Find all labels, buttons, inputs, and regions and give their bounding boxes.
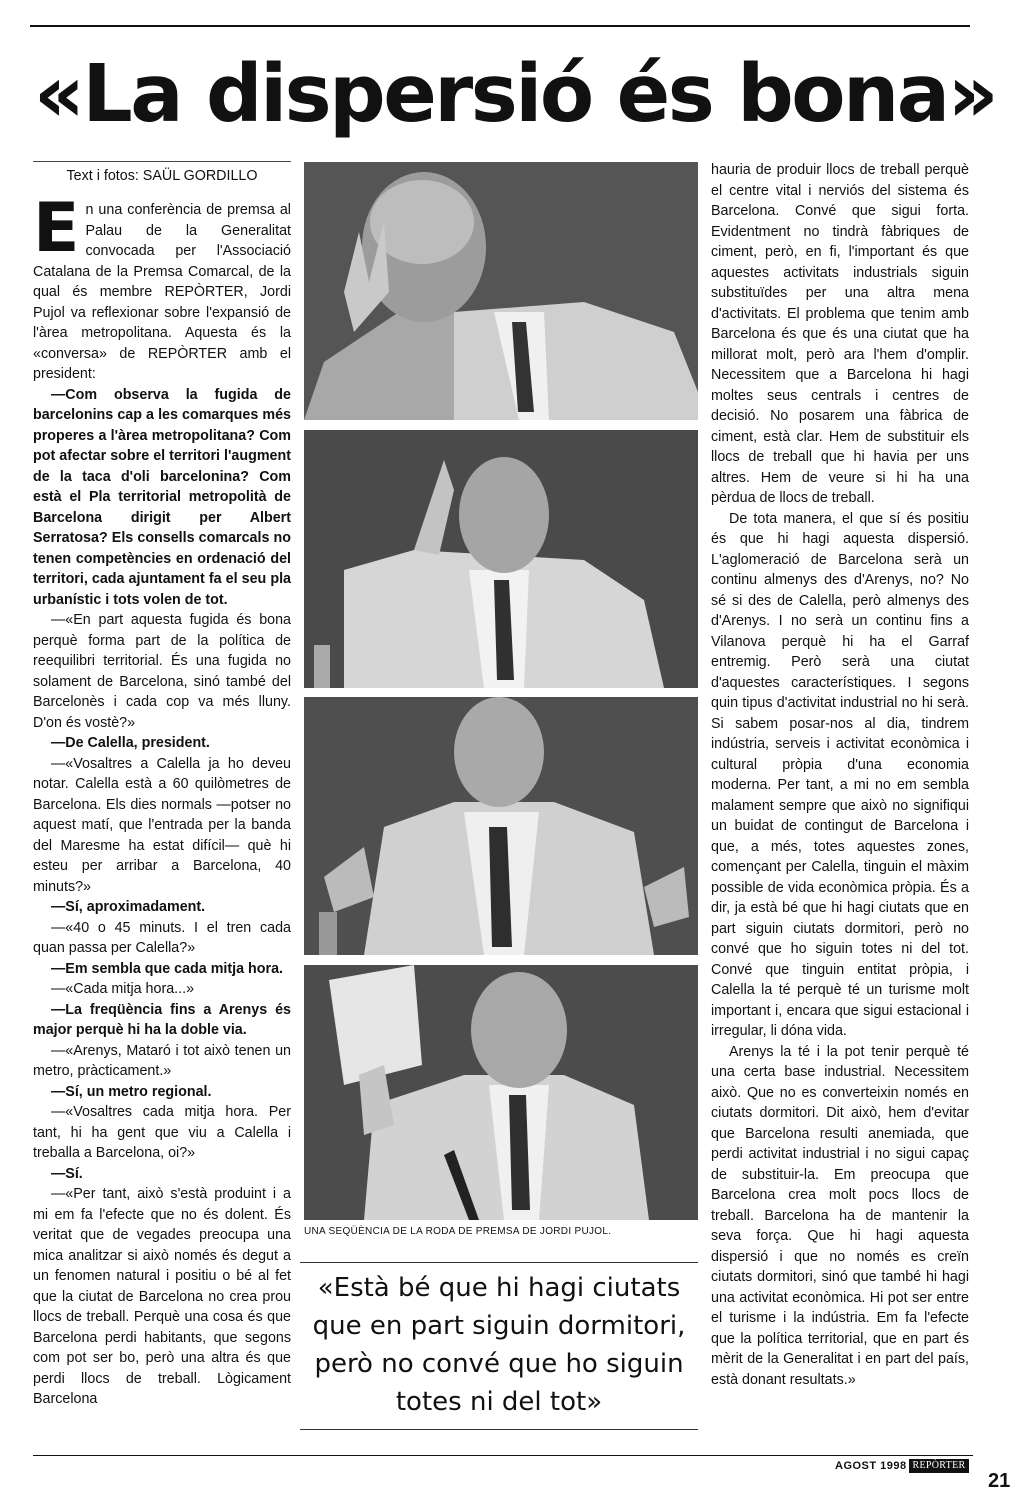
answer-2: —«Vosaltres a Calella ja ho deveu notar. Calella està a 60 quilòmetres de Barcelona. Els dies normals —potser no aquest matí, que l'entrada per la banda del Maresme ha estat difícil— què hi esteu per arribar a Barcelona, 40 minuts?» — [33, 755, 291, 895]
headline: «La dispersió és bona» — [33, 48, 997, 140]
photo-3 — [304, 697, 698, 955]
paragraph-2: De tota manera, el que sí és positiu és que hi hagi aquesta dispersió. L'aglomeració de Barcelona serà un continu almenys des d'Arenys, no? No sé si des de Calella, però almenys des d'Arenys. I no serà un continu fins a Vilanova perquè hi ha el Garraf entremig. Però serà una ciutat d'aquestes característiques. I segons quin tipus d'activitat industrial no hi serà. Si sabem posar-nos al dia, tindrem indústria, serveis i activitat econòmica i cultural pròpia d'una economia moderna. Per tant, a mi no em sembla malament sempre que això no signifiqui un buidat de contingut de Barcelona i que, a més, totes aquestes zones, començant per Calella, tinguin el màxim possible de vida econòmica pròpia. És a dir, ja està bé que hi hagi ciutats que en part siguin ciutats dormitori, però no convé que ho siguin totes ni del tot. Convé que tinguin entitat pròpia, i Calella la té perquè té un turisme molt important i, encara que sigui estacional i irregular, li dóna vida. — [711, 510, 969, 1039]
top-rule — [30, 25, 970, 27]
question-1: —Com observa la fugida de barcelonins cap a les comarques més properes a l'àrea metropolitana? Com pot afectar sobre el territori l'augment de la taca d'oli barcelonina? Com està el Pla territorial metropolità de Barcelona dirigit per Albert Serratosa? Els consells comarcals no tenen competències en ordenació del territori, cada ajuntament fa el seu pla urbanístic i tots volen de tot. — [33, 386, 291, 608]
question-3: —Sí, aproximadament. — [51, 899, 206, 915]
question-7: —Sí. — [51, 1165, 83, 1182]
photo-4 — [304, 965, 698, 1220]
photo-1 — [304, 162, 698, 420]
article-column-3 — [711, 160, 969, 1390]
question-2: —De Calella, president. — [51, 735, 210, 751]
paragraph-3: Arenys la té i la pot tenir perquè té una certa base industrial. Necessitem això. Que no es converteixin només en ciutats dormitori. Dit això, hem d'evitar que Barcelona resulti anemiada, que perdi activitat industrial i no sigui capaç de substituir-la. Em preocupa que Barcelona crea molt pocs llocs de treball. Barcelona ha de mantenir la seva força. Que hi hagi aquesta dispersió i que no només es creïn ciutats dormitori, sinó que també hi hagi una activitat econòmica. Hi pot ser entre el turisme i la indústria. Em fa l'efecte que la política territorial, que en part és mèrit de la Generalitat i en part del país, està donant resultats.» — [711, 1043, 969, 1388]
intro-paragraph: En una conferència de premsa al Palau de la Generalitat convocada per l'Associació Catalana de la Premsa Comarcal, de la qual és membre REPÒRTER, Jordi Pujol va reflexionar sobre l'expansió de l'àrea metropolitana. Aquesta és la «conversa» de REPÒRTER amb el president: — [33, 189, 291, 382]
byline: Text i fotos: SAÜL GORDILLO — [33, 161, 291, 184]
photo-caption: UNA SEQÜÈNCIA DE LA RODA DE PREMSA DE JORDI PUJOL. — [304, 1226, 612, 1237]
article-column-1 — [33, 189, 291, 1410]
answer-4: —«Cada mitja hora...» — [51, 981, 195, 997]
issue-date: AGOST 1998 — [835, 1460, 907, 1472]
pull-quote: «Està bé que hi hagi ciutats que en part siguin dormitori, però no convé que ho siguin totes ni del tot» — [300, 1262, 698, 1430]
question-4: —Em sembla que cada mitja hora. — [51, 960, 284, 977]
answer-1: —«En part aquesta fugida és bona perquè forma part de la política de reequilibri territorial. És una fugida no solament de Barcelona, sinó també del Barcelonès i cada cop va més lluny. D'on és vostè?» — [33, 612, 291, 731]
answer-5: —«Arenys, Mataró i tot això tenen un metro, pràcticament.» — [33, 1042, 291, 1079]
answer-3: —«40 o 45 minuts. I el tren cada quan passa per Calella?» — [33, 919, 291, 956]
page-number: 21 — [988, 1470, 1011, 1492]
magazine-logo: REPÒRTER — [909, 1459, 969, 1473]
drop-cap: E — [33, 189, 80, 268]
question-5: —La freqüència fins a Arenys és major perquè hi ha la doble via. — [33, 1001, 291, 1038]
answer-6: —«Vosaltres cada mitja hora. Per tant, hi ha gent que viu a Calella i treballa a Barcelona, oi?» — [33, 1104, 291, 1161]
paragraph-1: hauria de produir llocs de treball perquè el centre vital i nerviós del sistema és Barcelona. Convé que sigui forta. Evidentment no tindrà fàbriques de ciment, però, en fi, l'important és que aquestes activitats industrials siguin substituïdes per una altra mena d'activitats. El problema que tenim amb Barcelona és que és una ciutat que ha millorat molt, però ara l'hem d'omplir. Necessitem que a Barcelona hi hagi moltes seus centrals i centres de decisió. No posarem una fàbrica de ciment, està clar. Hem de substituir els llocs de treball que hi havia per uns altres. Hem de veure si hi ha una pèrdua de llocs de treball. — [711, 162, 969, 506]
question-6: —Sí, un metro regional. — [51, 1083, 212, 1100]
photo-2 — [304, 430, 698, 688]
answer-7: —«Per tant, això s'està produint i a mi em fa l'efecte que no és dolent. És veritat que de vegades preocupa una mica analitzar si això només és degut a un fenomen natural i positiu o bé al fet que la ciutat de Barcelona no crea prou llocs de treball. Perquè una cosa és que Barcelona perdi habitants, que segons com pot ser bo, però una altra és que perdi llocs de treball. Lògicament Barcelona — [33, 1186, 291, 1407]
bottom-rule — [33, 1455, 973, 1456]
